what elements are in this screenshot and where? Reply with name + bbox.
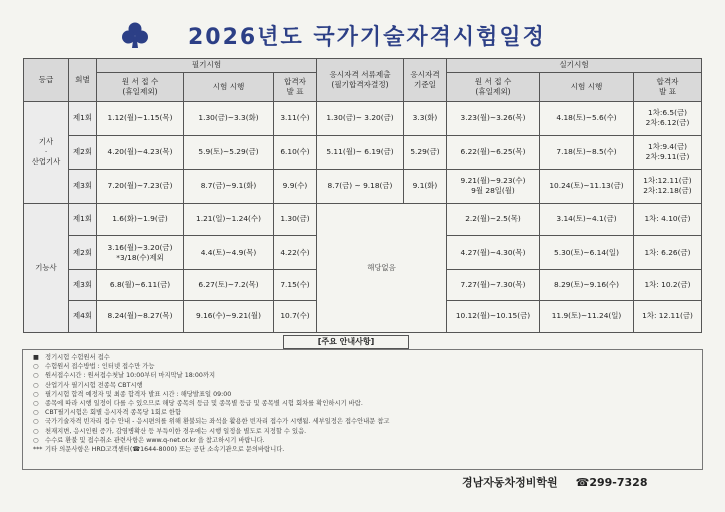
- notice-text: 종목에 따라 시행 일정이 다를 수 있으므로 해당 종목의 등급 및 종목별 등급 및 종목별 시험 회차를 확인하시기 바람.: [45, 400, 363, 408]
- bullet-mark: ○: [33, 390, 39, 398]
- notice-item: [33, 353, 702, 362]
- docs-cell: 1.30(금)~ 3.20(금): [317, 101, 404, 135]
- bullet-mark: ○: [33, 400, 39, 408]
- practical-apply-cell: 10.12(월)~10.15(금): [447, 300, 540, 332]
- practical-exam-cell: 11.9(토)~11.24(일): [540, 300, 634, 332]
- notice-text: CBT필기시험은 회별 응시자격 종목당 1회로 한함: [45, 409, 182, 417]
- written-exam-cell: 4.4(토)~4.9(목): [184, 235, 274, 269]
- eligibility-cell: 3.3(화): [404, 101, 447, 135]
- notice-item: [33, 381, 702, 390]
- notice-text: 정기시험 수험원서 접수: [45, 354, 110, 361]
- practical-result-cell: 1차: 6.26(금): [634, 235, 702, 269]
- practical-apply-cell: 6.22(월)~6.25(목): [447, 135, 540, 169]
- notice-title: [주요 안내사항]: [283, 335, 409, 349]
- written-apply-cell: 7.20(월)~7.23(금): [97, 169, 184, 203]
- bullet-mark: ○: [33, 409, 39, 417]
- notice-item: [33, 427, 702, 436]
- practical-exam-cell: 3.14(토)~4.1(금): [540, 203, 634, 235]
- header-practical-apply: 원 서 접 수 (휴일제외): [447, 72, 540, 101]
- bullet-mark: ○: [33, 418, 39, 426]
- notice-list: [23, 350, 702, 454]
- page-title: 2026년도 국가기술자격시험일정: [188, 24, 546, 50]
- round-cell: 제3회: [69, 169, 97, 203]
- written-result-cell: 9.9(수): [274, 169, 317, 203]
- bullet-mark: ■: [33, 354, 39, 361]
- club-icon: [120, 20, 150, 50]
- written-result-cell: 4.22(수): [274, 235, 317, 269]
- notice-item: [33, 362, 702, 371]
- notice-text: 천재지변, 응시인원 증가, 감염병확산 등 부득이한 경우에는 시행 일정을 별도로 지정할 수 있음.: [45, 427, 307, 435]
- notice-item: [33, 371, 702, 380]
- round-cell: 제1회: [69, 203, 97, 235]
- notice-item: [33, 436, 702, 445]
- written-exam-cell: 9.16(수)~9.21(월): [184, 300, 274, 332]
- round-cell: 제3회: [69, 270, 97, 301]
- notice-item: [33, 399, 702, 408]
- round-cell: 제2회: [69, 235, 97, 269]
- practical-apply-cell: 7.27(월)~7.30(목): [447, 270, 540, 301]
- practical-exam-cell: 5.30(토)~6.14(일): [540, 235, 634, 269]
- notice-text: 수수료 환불 및 접수취소 관련사항은 www.q-net.or.kr 을 참고하시기 바랍니다.: [45, 436, 265, 444]
- grade-label-engineer: 기사 · 산업기사: [24, 101, 69, 203]
- header-written-apply: 원 서 접 수 (휴일제외): [97, 72, 184, 101]
- written-exam-cell: 8.7(금)~9.1(화): [184, 169, 274, 203]
- bullet-mark: ○: [33, 436, 39, 444]
- header-practical-exam: 시험 시행: [540, 72, 634, 101]
- written-result-cell: 10.7(수): [274, 300, 317, 332]
- header-practical-result: 합격자 발 표: [634, 72, 702, 101]
- written-exam-cell: 1.21(일)~1.24(수): [184, 203, 274, 235]
- practical-result-cell: 1차: 4.10(금): [634, 203, 702, 235]
- docs-cell: 8.7(금) ~ 9.18(금): [317, 169, 404, 203]
- written-apply-cell: 6.8(월)~6.11(금): [97, 270, 184, 301]
- bullet-mark: ○: [33, 363, 39, 371]
- practical-apply-cell: 9.21(월)~9.23(수) 9월 28일(월): [447, 169, 540, 203]
- school-name: 경남자동차정비학원: [462, 476, 558, 489]
- round-cell: 제4회: [69, 300, 97, 332]
- written-apply-cell: 8.24(월)~8.27(목): [97, 300, 184, 332]
- practical-apply-cell: 3.23(월)~3.26(목): [447, 101, 540, 135]
- grade-label-craftsman: 기능사: [24, 203, 69, 332]
- practical-exam-cell: 7.18(토)~8.5(수): [540, 135, 634, 169]
- written-apply-cell: 4.20(월)~4.23(목): [97, 135, 184, 169]
- eligibility-cell: 9.1(화): [404, 169, 447, 203]
- bullet-mark: ○: [33, 427, 39, 435]
- table-row: [24, 169, 702, 203]
- written-exam-cell: 5.9(토)~5.29(금): [184, 135, 274, 169]
- header-written-result: 합격자 발 표: [274, 72, 317, 101]
- header-eligibility: 응시자격 기준일: [404, 59, 447, 102]
- practical-result-cell: 1차:6.5(금) 2차:6.12(금): [634, 101, 702, 135]
- notice-text: 수험원서 접수방법 : 인터넷 접수만 가능: [45, 363, 155, 371]
- written-apply-cell: 3.16(월)~3.20(금) *3/18(수)제외: [97, 235, 184, 269]
- header-round: 회별: [69, 59, 97, 102]
- practical-result-cell: 1차: 12.11(금): [634, 300, 702, 332]
- written-result-cell: 3.11(수): [274, 101, 317, 135]
- practical-exam-cell: 8.29(토)~9.16(수): [540, 270, 634, 301]
- practical-exam-cell: 10.24(토)~11.13(금): [540, 169, 634, 203]
- table-row: [24, 203, 702, 235]
- phone-number: ☎299-7328: [575, 475, 648, 489]
- practical-exam-cell: 4.18(토)~5.6(수): [540, 101, 634, 135]
- practical-result-cell: 1차:12.11(금) 2차:12.18(금): [634, 169, 702, 203]
- practical-result-cell: 1차: 10.2(금): [634, 270, 702, 301]
- practical-apply-cell: 4.27(월)~4.30(목): [447, 235, 540, 269]
- round-cell: 제1회: [69, 101, 97, 135]
- written-exam-cell: 1.30(금)~3.3(화): [184, 101, 274, 135]
- bullet-mark: ○: [33, 372, 39, 380]
- bullet-mark: ***: [33, 446, 43, 454]
- written-result-cell: 6.10(수): [274, 135, 317, 169]
- header-written-exam: 시험 시행: [184, 72, 274, 101]
- written-exam-cell: 6.27(토)~7.2(목): [184, 270, 274, 301]
- header-practical: 실기시험: [447, 59, 702, 73]
- notice-text: 원서접수시간 : 원서접수첫날 10:00부터 마지막날 18:00까지: [45, 372, 216, 380]
- written-result-cell: 1.30(금): [274, 203, 317, 235]
- table-row: [24, 135, 702, 169]
- docs-cell: 5.11(월)~ 6.19(금): [317, 135, 404, 169]
- written-apply-cell: 1.12(월)~1.15(목): [97, 101, 184, 135]
- notice-item: [33, 445, 702, 454]
- notice-box: [22, 349, 703, 470]
- notice-text: 산업기사 필기시험 전종목 CBT시행: [45, 381, 143, 389]
- practical-result-cell: 1차:9.4(금) 2차:9.11(금): [634, 135, 702, 169]
- notice-item: [33, 417, 702, 426]
- header: [120, 18, 620, 52]
- notice-text: 국가기술자격 빈자리 접수 안내 - 응시편의를 위해 환불되는 좌석을 활용한 빈자리 접수가 시행됨. 세부일정은 접수안내문 참고: [45, 418, 390, 426]
- written-result-cell: 7.15(수): [274, 270, 317, 301]
- notice-text: 기타 의문사항은 HRD고객센터(☎1644-8000) 또는 공단 소속기관으로 문의바랍니다.: [45, 446, 285, 454]
- written-apply-cell: 1.6(화)~1.9(금): [97, 203, 184, 235]
- footer: [462, 474, 702, 490]
- not-applicable-cell: 해당없음: [317, 203, 447, 332]
- bullet-mark: ○: [33, 381, 39, 389]
- notice-item: [33, 390, 702, 399]
- notice-item: [33, 408, 702, 417]
- round-cell: 제2회: [69, 135, 97, 169]
- notice-text: 필기시험 합격 예정자 및 최종 합격자 발표 시간 : 해당발표일 09:00: [45, 390, 232, 398]
- exam-schedule-table: [23, 58, 702, 333]
- table-row: [24, 101, 702, 135]
- practical-apply-cell: 2.2(월)~2.5(목): [447, 203, 540, 235]
- header-docs: 응시자격 서류제출 (필기합격자결정): [317, 59, 404, 102]
- header-written: 필기시험: [97, 59, 317, 73]
- header-grade: 등급: [24, 59, 69, 102]
- eligibility-cell: 5.29(금): [404, 135, 447, 169]
